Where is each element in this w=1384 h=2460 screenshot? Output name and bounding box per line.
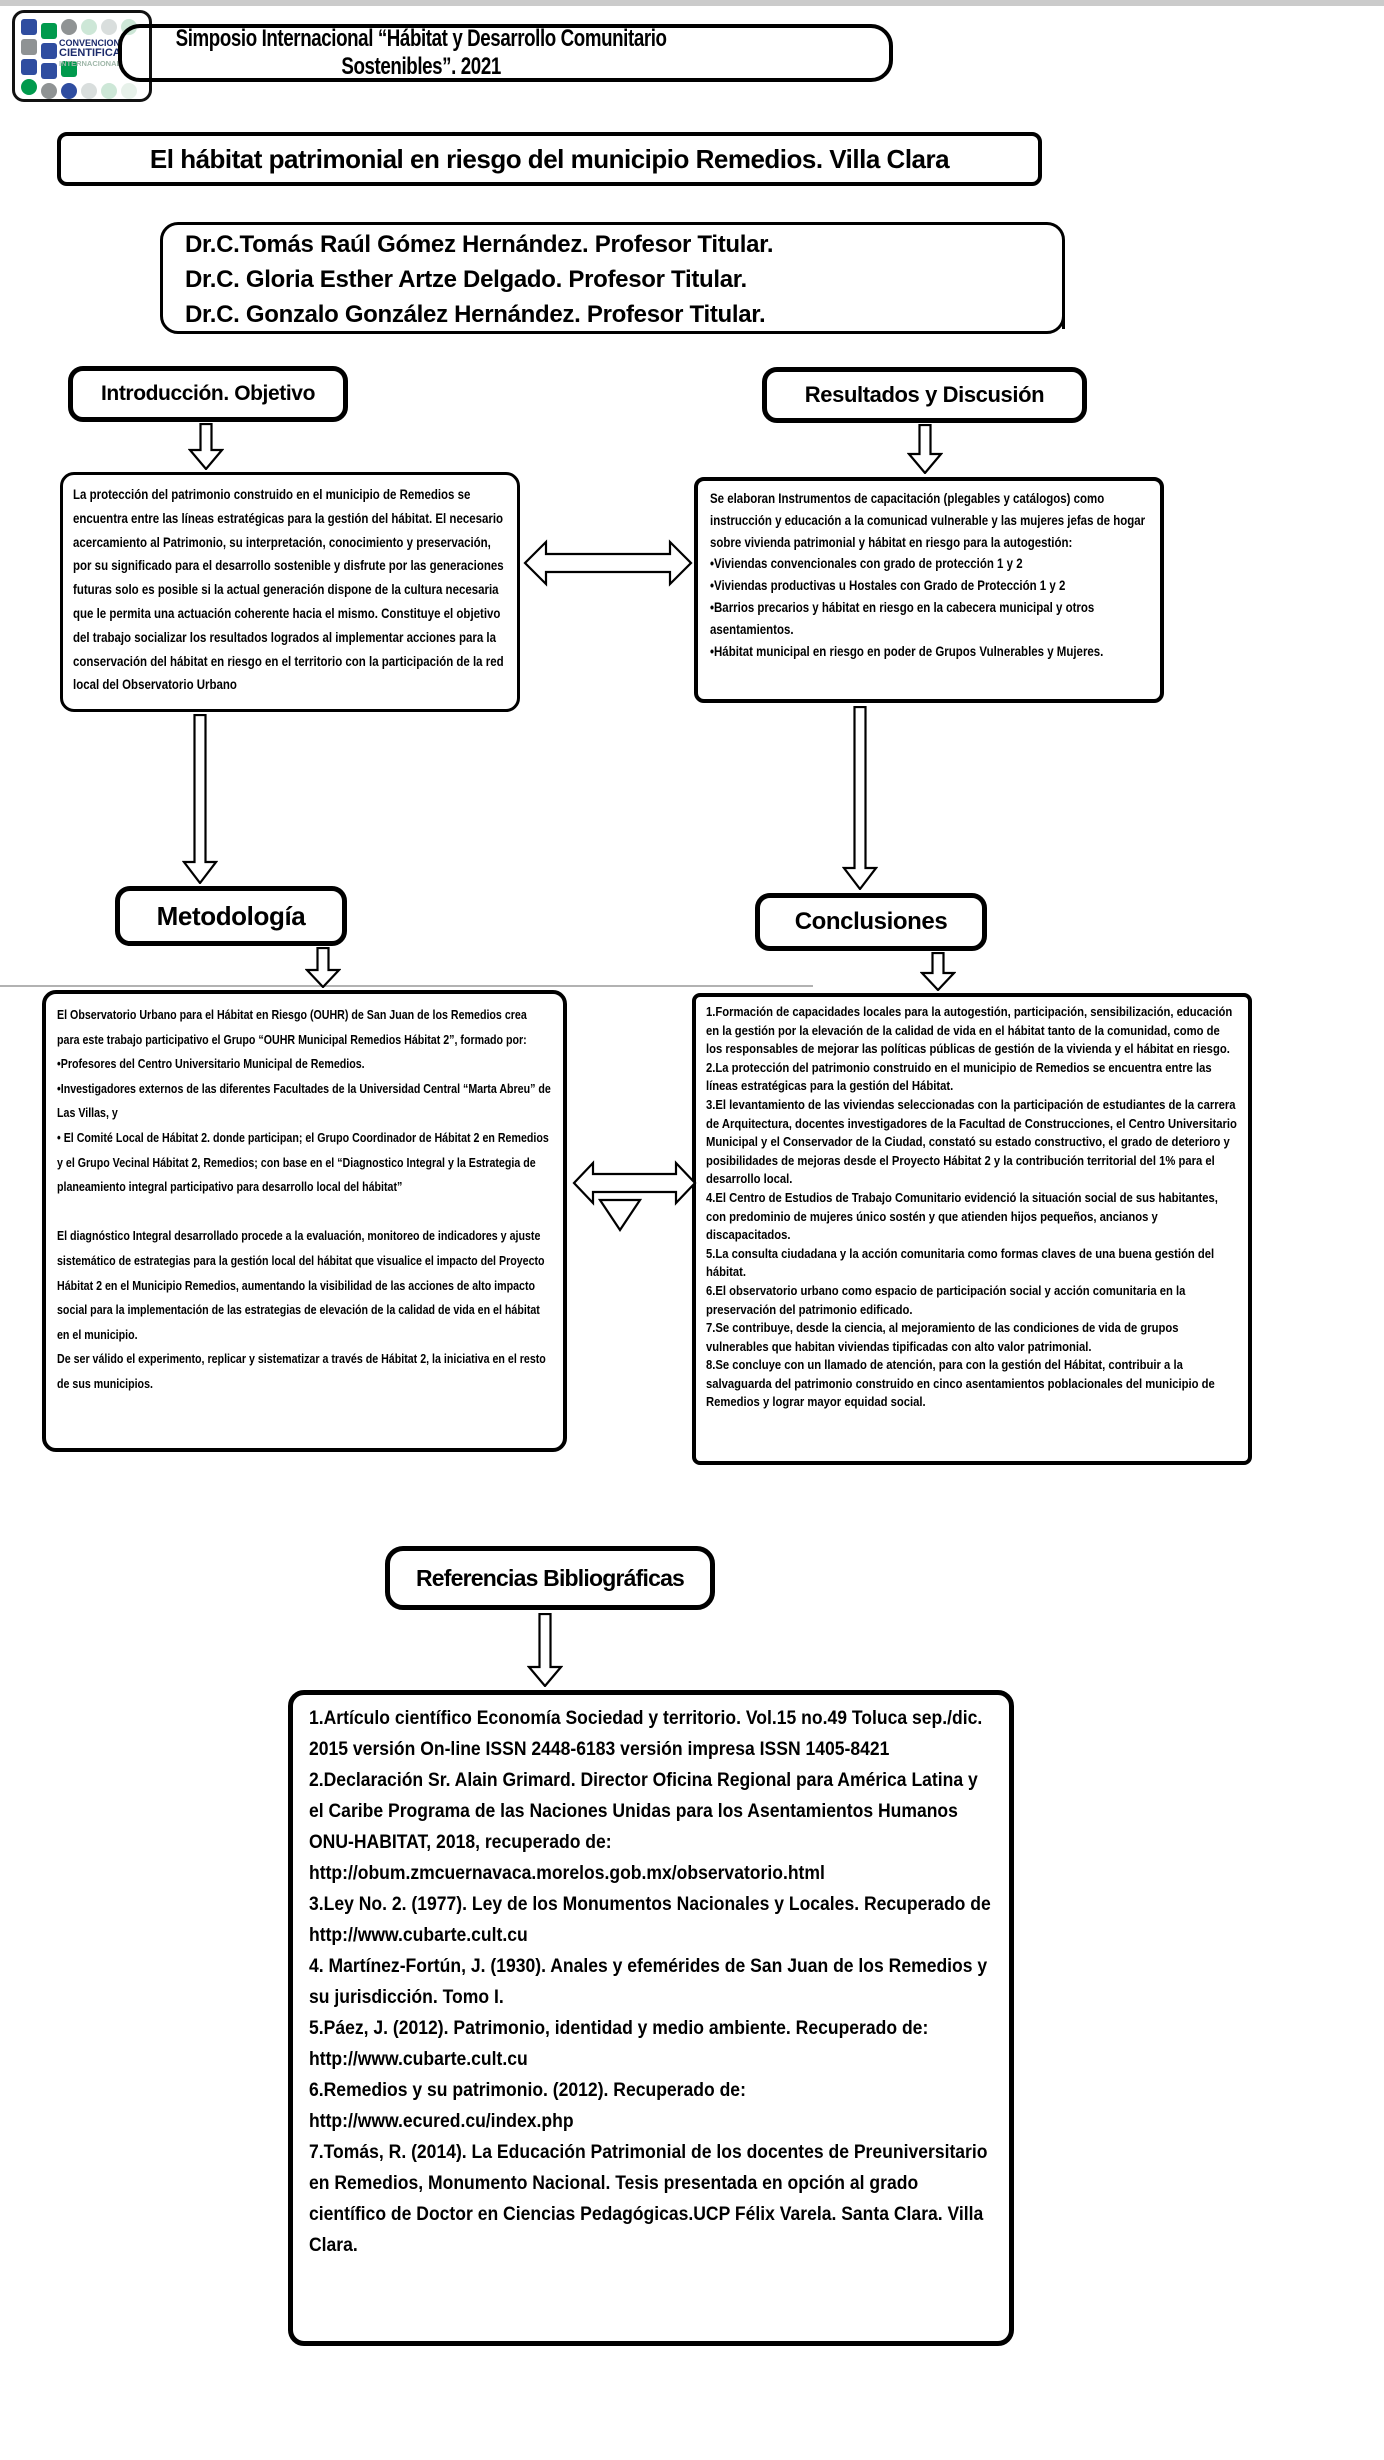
metodologia-line: El Observatorio Urbano para el Hábitat en Riesgo (OUHR) de San Juan de los Remedios crea para este trabajo participativo el Grupo “OUHR Municipal Remedios Hábitat 2”, formado por:	[57, 1007, 527, 1047]
reference-item: 7.Tomás, R. (2014). La Educación Patrimonial de los docentes de Preuniversitario en Remedios, Monumento Nacional. Tesis presentada en opción al grado científico de Doctor en Ciencias Pedagógicas.UCP Félix Varela. Santa Clara. Villa Clara.	[309, 2141, 988, 2256]
resultados-line: •Viviendas productivas u Hostales con Grado de Protección 1 y 2	[710, 577, 1066, 594]
symposium-banner-title: Simposio Internacional “Hábitat y Desarrollo Comunitario Sostenibles”. 2021	[175, 25, 667, 80]
reference-item: 3.Ley No. 2. (1977). Ley de los Monumentos Nacionales y Locales. Recuperado de http://www.cubarte.cult.cu	[309, 1893, 991, 1946]
down-arrow	[188, 423, 224, 470]
conclusion-item: 5.La consulta ciudadana y la acción comunitaria como formas claves de una buena gestión del hábitat.	[706, 1245, 1215, 1280]
conclusion-item: 8.Se concluye con un llamado de atención, para con la gestión del Hábitat, contribuir a la salvaguarda del patrimonio construido en cinco asentamientos poblacionales del municipio de Remedios y lograr mayor equidad social.	[706, 1357, 1215, 1410]
logo-cell	[41, 23, 57, 39]
header-resultados: Resultados y Discusión	[762, 367, 1087, 423]
logo-cell	[21, 79, 37, 95]
text-cursor	[1062, 303, 1065, 329]
resultados-line: •Barrios precarios y hábitat en riesgo en la cabecera municipal y otros asentamientos.	[710, 598, 1095, 637]
metodologia-line: De ser válido el experimento, replicar y sistematizar a través de Hábitat 2, la iniciativa en el resto de sus municipios.	[57, 1351, 546, 1391]
logo-cell	[21, 19, 37, 35]
referencias-body-box	[288, 1690, 1014, 2346]
logo-cell	[101, 19, 117, 35]
logo-cell	[41, 83, 57, 99]
down-arrow	[907, 424, 943, 474]
header-conclusiones: Conclusiones	[755, 893, 987, 951]
logo-cell	[41, 43, 57, 59]
conclusion-item: 2.La protección del patrimonio construido en el municipio de Remedios se encuentra entre las líneas estratégicas para la gestión del Hábitat.	[706, 1059, 1212, 1094]
metodologia-line: • El Comité Local de Hábitat 2. donde participan; el Grupo Coordinador de Hábitat 2 en Remedios y el Grupo Vecinal Hábitat 2, Remedios; con base en el “Diagnostico Integral y la Estrategia de planeamiento integral participativo para desarrollo local del hábitat”	[57, 1129, 549, 1195]
metodologia-line: •Investigadores externos de las diferentes Facultades de la Universidad Central “Marta Abreu” de Las Villas, y	[57, 1080, 551, 1121]
metodologia-line: •Profesores del Centro Universitario Municipal de Remedios.	[57, 1056, 365, 1072]
down-arrow	[527, 1613, 563, 1687]
double-horizontal-arrow	[522, 538, 694, 588]
logo-cell	[101, 83, 117, 99]
introduccion-body-box	[60, 472, 520, 712]
logo-text-line: CONVENCION	[59, 38, 121, 48]
conclusion-item: 3.El levantamiento de las viviendas seleccionadas con la participación de estudiantes de la carrera de Arquitectura, docentes investigadores de la Facultad de Construcciones, el Centro Universitario Municipal y el Conservador de la Ciudad, constató su estado constructivo, el grado de deterioro y posibilidades de mejoras desde el Proyecto Hábitat 2 y la contribución territorial del 1% para el desarrollo local.	[706, 1096, 1237, 1187]
reference-item: http://obum.zmcuernavaca.morelos.gob.mx/observatorio.html	[309, 1862, 825, 1884]
author-line: Dr.C. Gonzalo González Hernández. Profesor Titular.	[185, 300, 766, 328]
poster-title: El hábitat patrimonial en riesgo del municipio Remedios. Villa Clara	[57, 132, 1042, 186]
logo-cell	[81, 83, 97, 99]
reference-item: 2.Declaración Sr. Alain Grimard. Director Oficina Regional para América Latina y el Caribe Programa de las Naciones Unidas para los Asentamientos Humanos	[309, 1769, 978, 1822]
metodologia-line	[57, 1200, 552, 1225]
page-top-edge	[0, 0, 1384, 6]
reference-item: ONU-HABITAT, 2018, recuperado de:	[309, 1831, 612, 1853]
symposium-banner	[118, 24, 893, 82]
down-triangle-arrow	[598, 1198, 642, 1232]
author-line: Dr.C. Gloria Esther Artze Delgado. Profesor Titular.	[185, 265, 747, 293]
resultados-line: •Hábitat municipal en riesgo en poder de Grupos Vulnerables y Mujeres.	[710, 642, 1104, 659]
conclusion-item: 6.El observatorio urbano como espacio de participación social y acción comunitaria en la preservación del patrimonio edificado.	[706, 1282, 1186, 1317]
logo-cell	[21, 59, 37, 75]
reference-item: 4. Martínez-Fortún, J. (1930). Anales y efemérides de San Juan de los Remedios y su jurisdicción. Tomo I.	[309, 1955, 988, 2008]
conclusion-item: 1.Formación de capacidades locales para la autogestión, participación, sensibilización, educación en la gestión por la elevación de la calidad de vida en el hábitat tanto de la comunidad, como de los responsables de mejorar las políticas públicas de gestión de la vivienda y el hábitat en riesgo.	[706, 1004, 1233, 1057]
logo-cell	[41, 63, 57, 79]
logo-cell	[81, 19, 97, 35]
down-arrow	[305, 947, 341, 988]
metodologia-line: El diagnóstico Integral desarrollado procede a la evaluación, monitoreo de indicadores y ajuste sistemático de estrategias para la gestión local del hábitat que visualice el impacto del Proyecto Hábitat 2 en el Municipio Remedios, aumentando la visibilidad de las acciones de alto impacto social para la implementación de las estrategias de elevación de la calidad de vida en el hábitat en el municipio.	[57, 1228, 545, 1342]
header-metodologia: Metodología	[115, 886, 347, 946]
resultados-body-box	[694, 477, 1164, 703]
logo-cell	[61, 83, 77, 99]
introduccion-body: La protección del patrimonio construido en el municipio de Remedios se encuentra entre las líneas estratégicas para la gestión del hábitat. El necesario acercamiento al Patrimonio, su interpretación, conocimiento y preservación, por su significado para el desarrollo sostenible y disfrute por las generaciones futuras solo es posible si la actual generación dispone de la cultura necesaria que le permita una actuación coherente hacia el mismo. Constituye el objetivo del trabajo socializar los resultados logrados al implementar acciones para la conservación del hábitat en riesgo en el territorio con la participación de la red local del Observatorio Urbano	[73, 486, 504, 693]
conclusiones-body-box	[692, 993, 1252, 1465]
header-referencias: Referencias Bibliográficas	[385, 1546, 715, 1610]
logo-text-line: CIENTIFICA	[59, 47, 121, 60]
reference-item: 1.Artículo científico Economía Sociedad y territorio. Vol.15 no.49 Toluca sep./dic. 2015 versión On-line ISSN 2448-6183 versión impresa ISSN 1405-8421	[309, 1707, 983, 1760]
resultados-line: •Viviendas convencionales con grado de protección 1 y 2	[710, 555, 1023, 572]
logo-cell	[21, 39, 37, 55]
author-line: Dr.C.Tomás Raúl Gómez Hernández. Profesor Titular.	[185, 230, 774, 258]
authors-box	[160, 222, 1065, 334]
down-arrow	[182, 714, 218, 884]
logo-cell	[121, 83, 137, 99]
down-arrow	[920, 952, 956, 991]
reference-item: 5.Páez, J. (2012). Patrimonio, identidad y medio ambiente. Recuperado de: http://www.cubarte.cult.cu	[309, 2017, 929, 2070]
conclusion-item: 7.Se contribuye, desde la ciencia, al mejoramiento de las condiciones de vida de grupos vulnerables que habitan viviendas tipificadas con alto valor patrimonial.	[706, 1320, 1179, 1354]
resultados-line: Se elaboran Instrumentos de capacitación (plegables y catálogos) como instrucción y educación a la comunicad vulnerable y las mujeres jefas de hogar sobre vivienda patrimonial y hábitat en riesgo para la autogestión:	[710, 490, 1146, 550]
down-arrow	[842, 706, 878, 890]
conclusion-item: 4.El Centro de Estudios de Trabajo Comunitario evidenció la situación social de sus habitantes, con predominio de mujeres único sostén y que atienden hijos pequeños, ancianos y discapacitados.	[706, 1189, 1218, 1243]
logo-cell	[61, 19, 77, 35]
logo-text-line: INTERNACIONAL	[59, 58, 122, 68]
divider-line	[0, 985, 813, 987]
header-introduccion: Introducción. Objetivo	[68, 366, 348, 422]
metodologia-body-box	[42, 990, 567, 1452]
reference-item: http://www.ecured.cu/index.php	[309, 2110, 574, 2132]
reference-item: 6.Remedios y su patrimonio. (2012). Recuperado de:	[309, 2079, 746, 2101]
